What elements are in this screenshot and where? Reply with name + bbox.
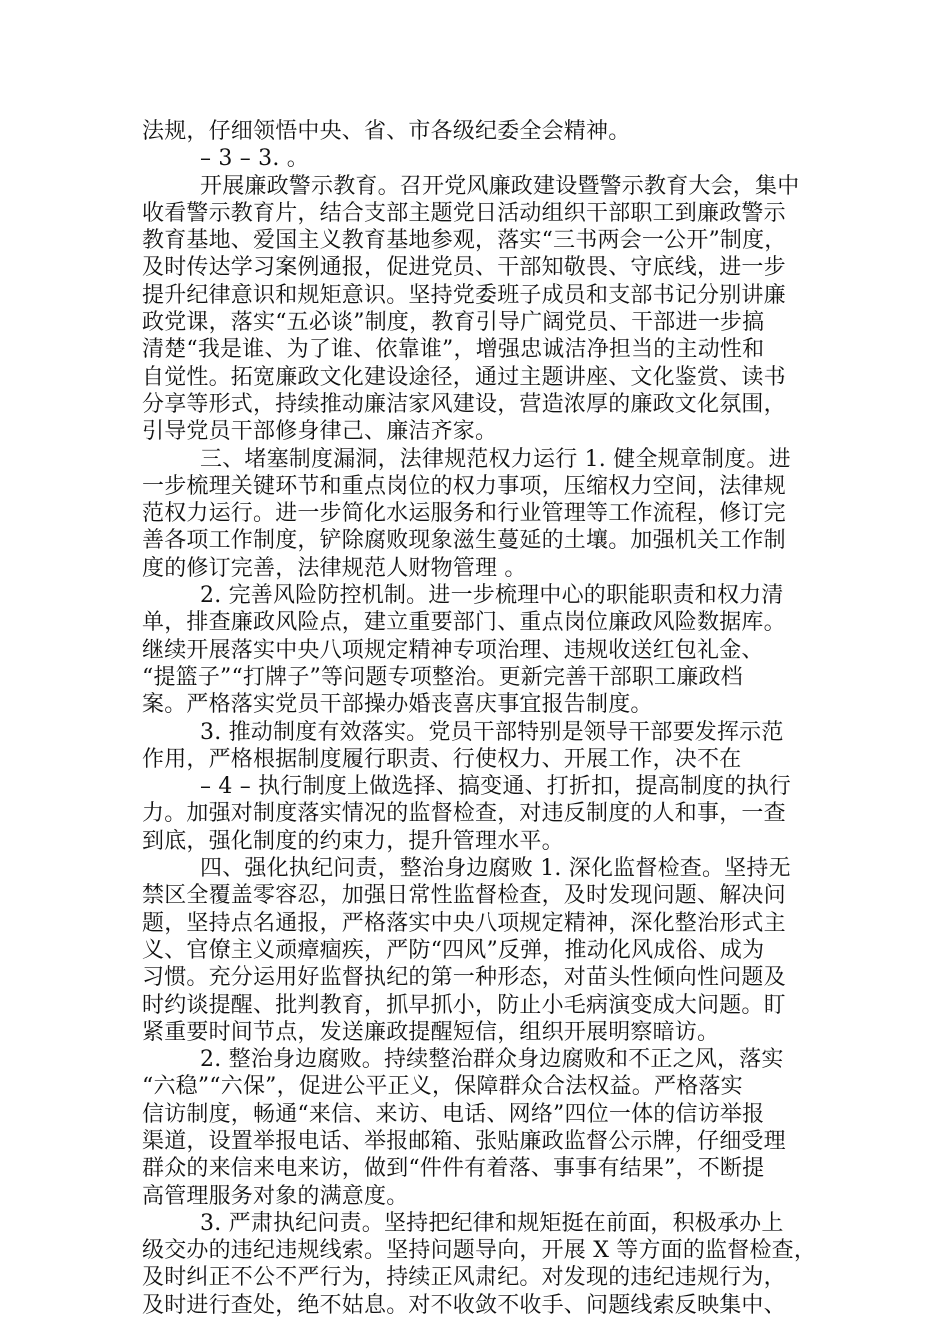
text-line: 政党课，落实“五必谈”制度，教育引导广阔党员、干部进一步搞 [142, 310, 765, 336]
text-line: 高管理服务对象的满意度。 [142, 1183, 409, 1209]
text-line: 3. 严肃执纪问责。坚持把纪律和规矩挺在前面，积极承办上 [200, 1210, 784, 1236]
text-line: 2. 整治身边腐败。持续整治群众身边腐败和不正之风，落实 [200, 1047, 784, 1073]
text-line: 四、强化执纪问责，整治身边腐败 1. 深化监督检查。坚持无 [200, 856, 791, 882]
text-line: 案。严格落实党员干部操办婚丧喜庆事宜报告制度。 [142, 692, 653, 718]
text-line: 引导党员干部修身律己、廉洁齐家。 [142, 419, 498, 445]
text-line: 三、堵塞制度漏洞，法律规范权力运行 1. 健全规章制度。进 [200, 446, 791, 472]
text-line: 及时纠正不公不严行为，持续正风肃纪。对发现的违纪违规行为， [142, 1265, 786, 1291]
text-line: 2. 完善风险防控机制。进一步梳理中心的职能职责和权力清 [200, 583, 784, 609]
text-line: – 3 – 3. 。 [200, 146, 309, 172]
text-line: 信访制度，畅通“来信、来访、电话、网络”四位一体的信访举报 [142, 1101, 765, 1127]
text-line: “六稳”“六保”，促进公平正义，保障群众合法权益。严格落实 [142, 1074, 743, 1100]
text-line: 力。加强对制度落实情况的监督检查，对违反制度的人和事，一查 [142, 801, 786, 827]
text-line: 范权力运行。进一步简化水运服务和行业管理等工作流程，修订完 [142, 501, 786, 527]
text-line: 群众的来信来电来访，做到“件件有着落、事事有结果”，不断提 [142, 1156, 765, 1182]
text-line: 收看警示教育片，结合支部主题党日活动组织干部职工到廉政警示 [142, 200, 786, 226]
text-line: 时约谈提醒、批判教育，抓早抓小，防止小毛病演变成大问题。盯 [142, 992, 786, 1018]
text-line: 渠道，设置举报电话、举报邮箱、张贴廉政监督公示牌，仔细受理 [142, 1128, 786, 1154]
text-line: 教育基地、爱国主义教育基地参观，落实“三书两会一公开”制度， [142, 228, 787, 254]
text-line: 到底，强化制度的约束力，提升管理水平。 [142, 828, 564, 854]
text-line: 一步梳理关键环节和重点岗位的权力事项，压缩权力空间，法律规 [142, 473, 786, 499]
text-line: 习惯。充分运用好监督执纪的第一种形态，对苗头性倾向性问题及 [142, 965, 786, 991]
text-line: 禁区全覆盖零容忍，加强日常性监督检查，及时发现问题、解决问 [142, 883, 786, 909]
text-line: “提篮子”“打牌子”等问题专项整治。更新完善干部职工廉政档 [142, 664, 743, 690]
text-line: 自觉性。拓宽廉政文化建设途径，通过主题讲座、文化鉴赏、读书 [142, 364, 786, 390]
text-line: 度的修订完善，法律规范人财物管理 。 [142, 555, 527, 581]
text-line: 提升纪律意识和规矩意识。坚持党委班子成员和支部书记分别讲廉 [142, 282, 786, 308]
text-line: 单，排查廉政风险点，建立重要部门、重点岗位廉政风险数据库。 [142, 610, 786, 636]
text-line: 义、官僚主义顽瘴痼疾，严防“四风”反弹，推动化风成俗、成为 [142, 937, 765, 963]
text-line: 及时传达学习案例通报，促进党员、干部知敬畏、守底线，进一步 [142, 255, 786, 281]
text-line: 作用，严格根据制度履行职责、行使权力、开展工作，决不在 [142, 746, 742, 772]
text-line: 善各项工作制度，铲除腐败现象滋生蔓延的土壤。加强机关工作制 [142, 528, 786, 554]
text-line: – 4 – 执行制度上做选择、搞变通、打折扣，提高制度的执行 [200, 774, 791, 800]
text-line: 级交办的违纪违规线索。坚持问题导向，开展 X 等方面的监督检查， [142, 1238, 817, 1264]
text-line: 紧重要时间节点，发送廉政提醒短信，组织开展明察暗访。 [142, 1019, 720, 1045]
document-body [142, 118, 817, 1319]
text-line: 3. 推动制度有效落实。党员干部特别是领导干部要发挥示范 [200, 719, 784, 745]
text-line: 分享等形式，持续推动廉洁家风建设，营造浓厚的廉政文化氛围， [142, 391, 786, 417]
text-line: 清楚“我是谁、为了谁、依靠谁”，增强忠诚洁净担当的主动性和 [142, 337, 765, 363]
text-line: 继续开展落实中央八项规定精神专项治理、违规收送红包礼金、 [142, 637, 764, 663]
text-line: 法规，仔细领悟中央、省、市各级纪委全会精神。 [142, 119, 631, 144]
text-line: 开展廉政警示教育。召开党风廉政建设暨警示教育大会，集中 [200, 173, 800, 199]
text-line: 及时进行查处，绝不姑息。对不收敛不收手、问题线索反映集中、 [142, 1292, 786, 1318]
text-line: 题，坚持点名通报，严格落实中央八项规定精神，深化整治形式主 [142, 910, 786, 936]
